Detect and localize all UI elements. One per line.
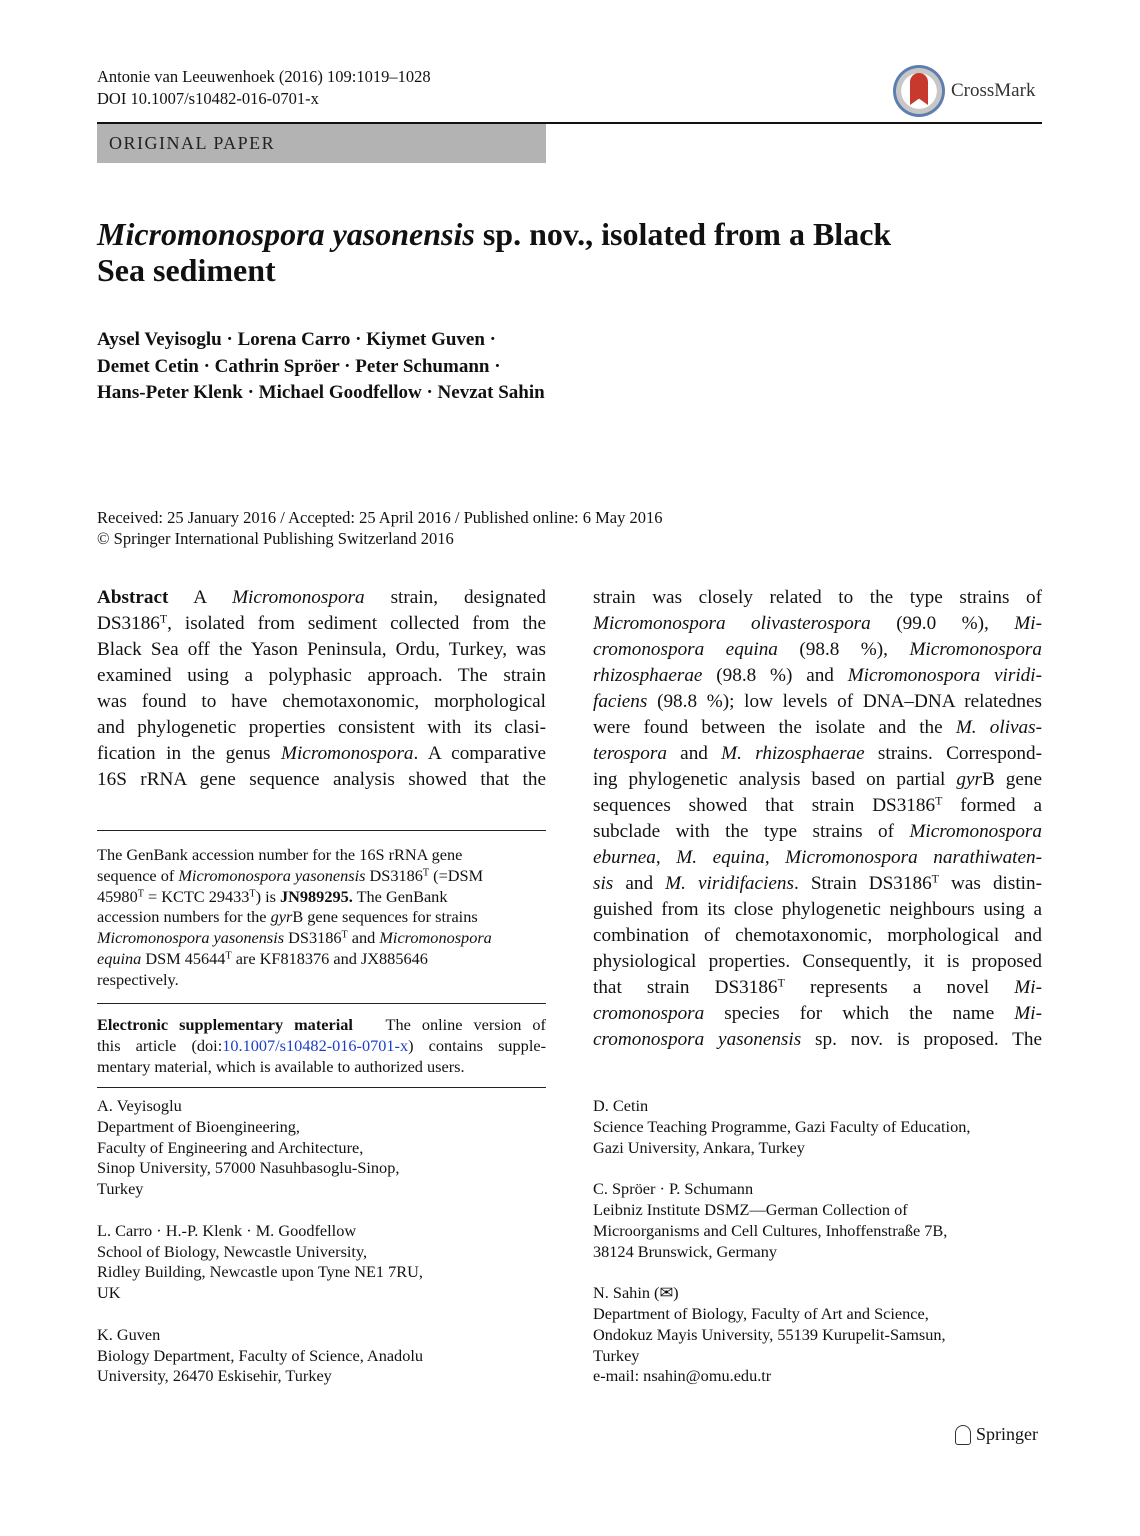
affiliation-block [593,1179,970,1262]
text-segment: , [764,847,786,868]
text-segment: cromonospora [593,1003,705,1024]
affiliation-line: Science Teaching Programme, Gazi Faculty of Education, [593,1116,971,1136]
text-line [97,887,546,908]
text-segment: (98.8 %); low levels of DNA–DNA relatednes [647,691,1042,712]
text-segment: guished from its close phylogenetic neighbours using a [593,899,1042,920]
text-segment: A [168,587,233,608]
text-line [593,1001,1042,1027]
publisher-name: Springer [976,1424,1038,1444]
author-line: Aysel Veyisoglu · Lorena Carro · Kiymet Guven · [97,329,497,350]
received-dates: Received: 25 January 2016 / Accepted: 25 April 2016 / Published online: 6 May 2016 [97,508,663,527]
text-segment: cromonospora yasonensis [593,1029,802,1050]
text-segment: fication in the genus [97,743,281,764]
affiliation-authors: K. Guven [97,1324,161,1344]
doi-link[interactable]: 10.1007/s10482-016-0701-x [222,1035,409,1055]
affiliation-line: Ridley Building, Newcastle upon Tyne NE1 7RU, [97,1262,423,1282]
affiliation-authors: A. Veyisoglu [97,1096,182,1115]
text-line [593,689,1042,715]
text-segment: ) contains supple- [408,1035,546,1055]
affiliation-line: Sinop University, 57000 Nasuhbasoglu-Sinop, [97,1158,400,1178]
text-segment: strains. Correspond- [864,743,1042,764]
text-segment: Micromonospora narathiwaten- [785,847,1042,868]
abstract-right [593,585,1042,1053]
text-segment: formed a [942,795,1042,816]
text-segment: mentary material, which is available to authorized users. [97,1056,465,1076]
text-segment: cromonospora equina [593,639,778,660]
text-line [97,611,546,637]
text-segment: T [777,975,785,990]
text-segment: are KF818376 and JX885646 [231,948,428,968]
crossmark-label: CrossMark [951,80,1036,101]
text-segment: gyr [270,907,293,927]
text-segment: combination of chemotaxonomic, morphological and [593,925,1042,946]
text-segment: The online version of [352,1015,546,1034]
text-segment: M. rhizosphaerae [721,743,865,764]
text-segment: and [347,928,380,948]
affiliation-block [593,1283,970,1387]
text-segment: equina [97,948,142,968]
text-line [97,767,546,793]
text-segment: ) is [255,886,280,906]
text-segment: T [159,611,168,626]
text-segment: and [613,873,666,894]
text-line [97,637,546,663]
affiliation-line: University, 26470 Eskisehir, Turkey [97,1366,332,1386]
text-segment: accession numbers for the [97,907,271,927]
affiliation-line: School of Biology, Newcastle University, [97,1241,368,1261]
esm-note [97,1015,546,1077]
text-segment: . Strain DS3186 [793,873,932,894]
affiliation-authors: L. Carro · H.-P. Klenk · M. Goodfellow [97,1220,357,1240]
text-segment: DS3186 [365,865,423,885]
text-segment: Micromonospora [232,587,365,608]
title-rest: sp. nov., isolated from a Black [474,216,892,252]
affiliation-line: Microorganisms and Cell Cultures, Inhoffenstraße 7B, [593,1220,948,1240]
text-segment: Micromonospora [280,743,414,764]
text-segment: JN989295. [280,886,353,906]
text-line [593,1027,1042,1053]
text-segment: strain, designated [364,587,546,608]
text-segment: sequence of [97,865,179,885]
text-segment: B gene sequences for strains [292,907,478,927]
text-line [97,741,546,767]
text-segment: M. olivas- [955,717,1042,738]
affiliation-line: e-mail: nsahin@omu.edu.tr [593,1366,772,1386]
text-segment: , isolated from sediment collected from the [167,613,546,634]
text-segment: 16S rRNA gene sequence analysis showed that the [97,769,546,790]
text-segment: T [137,888,144,900]
affiliation-block [97,1221,423,1304]
text-segment: = KCTC 29433 [143,886,250,906]
title-species: Micromonospora yasonensis [97,216,475,252]
text-segment: Micromonospora yasonensis [97,928,285,948]
text-line [593,611,1042,637]
text-segment: Micromonospora [909,821,1042,842]
text-line [97,845,546,866]
text-segment: T [341,929,348,941]
text-line [593,663,1042,689]
text-segment: , [655,847,677,868]
springer-horse-icon [955,1425,971,1445]
text-segment: strain was closely related to the type strains of [593,587,1042,608]
text-line [97,907,546,928]
text-segment: this article (doi: [97,1035,223,1055]
article-doi: DOI 10.1007/s10482-016-0701-x [97,89,319,108]
affiliation-authors: D. Cetin [593,1096,649,1115]
text-line [97,585,546,611]
text-line [593,923,1042,949]
text-segment: Micromonospora [909,639,1042,660]
text-segment: eburnea [593,847,656,868]
text-segment: (=DSM [429,865,484,885]
text-segment: (99.0 %), [870,613,1015,634]
text-segment: subclade with the type strains of [593,821,910,842]
text-line [593,819,1042,845]
affiliation-line: Gazi University, Ankara, Turkey [593,1137,805,1157]
text-line [593,949,1042,975]
text-segment: T [225,950,232,962]
text-segment: physiological properties. Consequently, it is proposed [593,951,1042,972]
text-segment: DS3186 [284,928,342,948]
affiliation-block [97,1096,423,1200]
text-segment: were found between the isolate and the [593,717,956,738]
text-segment: respectively. [97,969,179,989]
publication-dates [97,507,663,549]
text-segment: DSM 45644 [141,948,226,968]
text-line [97,928,546,949]
text-segment: (98.8 %), [777,639,910,660]
text-line [593,741,1042,767]
text-segment: . A comparative [413,743,547,764]
text-line [593,871,1042,897]
text-segment: Micromonospora olivasterospora [593,613,871,634]
affiliation-line: Ondokuz Mayis University, 55139 Kurupelit-Samsun, [593,1324,946,1344]
affiliations-right [593,1096,970,1408]
affiliation-authors: N. Sahin (✉) [593,1283,679,1303]
text-segment: was found to have chemotaxonomic, morphological [97,691,546,712]
text-line [97,970,546,991]
affiliation-line: Turkey [593,1345,640,1365]
text-segment: sis [593,873,614,894]
affiliation-line: Biology Department, Faculty of Science, Anadolu [97,1345,424,1365]
text-segment: Mi- [1014,1003,1042,1024]
text-segment: sp. nov. is proposed. The [801,1029,1043,1050]
text-segment: DS3186 [97,613,160,634]
text-segment: M. viridifaciens [665,873,794,894]
footnote-rule [97,830,546,831]
affiliation-line: Leibniz Institute DSMZ—German Collection of [593,1199,908,1219]
text-segment: ing phylogenetic analysis based on partial [593,769,957,790]
text-segment: sequences showed that strain DS3186 [593,795,936,816]
text-segment: Electronic supplementary material [97,1015,353,1034]
text-segment: T [249,888,256,900]
text-segment: and phylogenetic properties consistent with its clasi- [97,717,546,738]
text-line [97,663,546,689]
text-line [593,585,1042,611]
affiliation-line: Faculty of Engineering and Architecture, [97,1137,364,1157]
author-line: Demet Cetin · Cathrin Spröer · Peter Schumann · [97,355,501,377]
text-segment: faciens [593,691,648,712]
text-line [97,1015,546,1036]
text-segment: B gene [981,769,1042,790]
text-line [593,897,1042,923]
text-segment: Mi- [1014,977,1042,998]
text-segment: species for which the name [704,1003,1015,1024]
text-segment: T [422,867,430,879]
springer-logo [955,1424,1038,1445]
text-segment: rhizosphaerae [593,665,703,686]
text-line [97,715,546,741]
text-line [593,975,1042,1001]
author-list [97,327,545,407]
text-segment: 45980 [97,886,138,906]
paper-title [97,216,997,288]
title-line2: Sea sediment [97,252,276,288]
crossmark-icon [893,65,945,117]
text-segment: Micromonospora viridi- [847,665,1042,686]
affiliation-block [97,1325,423,1387]
affiliation-line: Department of Biology, Faculty of Art and Science, [593,1303,929,1323]
text-segment: T [935,793,943,808]
text-segment: The GenBank accession number for the 16S rRNA gene [97,845,463,864]
affiliation-line: UK [97,1283,121,1303]
text-segment: (98.8 %) and [702,665,848,686]
text-line [97,866,546,887]
affiliation-line: 38124 Brunswick, Germany [593,1241,778,1261]
text-segment: examined using a polyphasic approach. The strain [97,665,546,686]
article-type-badge: ORIGINAL PAPER [97,124,546,163]
text-line [593,767,1042,793]
text-line [97,949,546,970]
text-segment: and [666,743,722,764]
text-segment: that strain DS3186 [593,977,778,998]
text-line [97,1036,546,1057]
affiliation-line: Department of Bioengineering, [97,1116,300,1136]
journal-citation: Antonie van Leeuwenhoek (2016) 109:1019–1028 [97,67,431,86]
text-line [593,793,1042,819]
text-line [97,1057,546,1078]
text-segment: T [931,871,939,886]
affiliation-rule [97,1087,546,1088]
text-segment: Abstract [97,587,169,608]
text-segment: Black Sea off the Yason Peninsula, Ordu, Turkey, was [97,639,546,660]
text-segment: M. equina [676,847,765,868]
copyright: © Springer International Publishing Switzerland 2016 [97,529,454,548]
text-segment: terospora [593,743,667,764]
affiliation-line: Turkey [97,1179,144,1199]
text-line [593,845,1042,871]
text-segment: was distin- [938,873,1042,894]
affiliation-authors: C. Spröer · P. Schumann [593,1179,754,1199]
esm-rule [97,1003,546,1004]
crossmark-button[interactable] [893,62,1045,120]
affiliation-block [593,1096,970,1158]
text-segment: Micromonospora yasonensis [178,865,366,885]
journal-header [97,66,431,110]
text-line [593,715,1042,741]
text-segment: Mi- [1014,613,1043,634]
genbank-footnote [97,845,546,991]
text-segment: Micromonospora [379,928,492,948]
affiliations-left [97,1096,423,1408]
text-segment: represents a novel [784,977,1015,998]
author-line: Hans-Peter Klenk · Michael Goodfellow · Nevzat Sahin [97,382,545,403]
text-line [593,637,1042,663]
abstract-left [97,585,546,793]
text-segment: The GenBank [352,886,448,906]
text-segment: gyr [956,769,982,790]
text-line [97,689,546,715]
